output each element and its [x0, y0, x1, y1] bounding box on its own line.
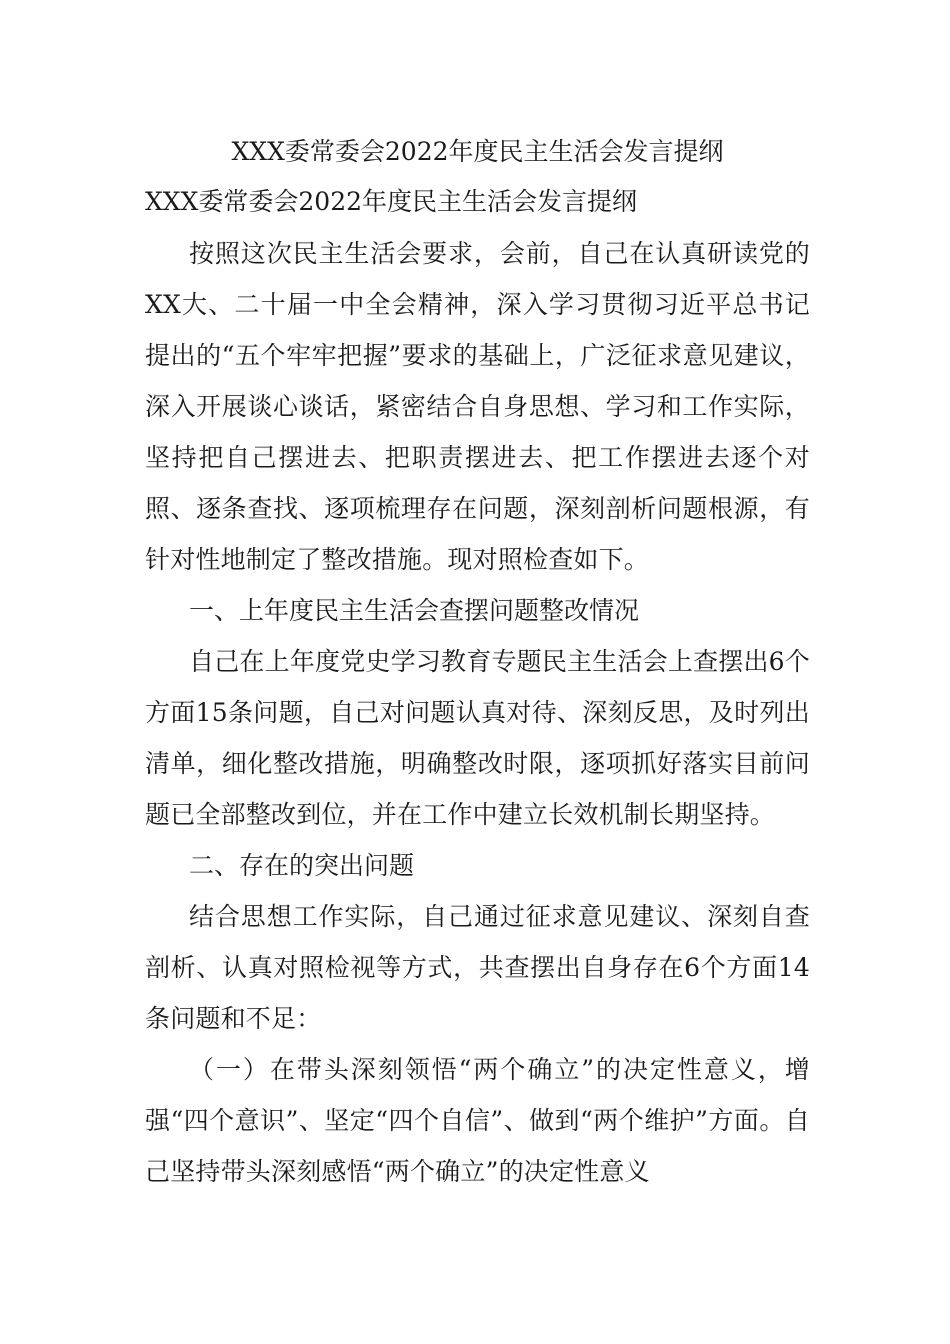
subsection-1-paragraph: （一）在带头深刻领悟“两个确立”的决定性意义，增强“四个意识”、坚定“四个自信”、做到“两个维护”方面。自己坚持带头深刻感悟“两个确立”的决定性意义 [145, 1055, 810, 1186]
intro-paragraph: 按照这次民主生活会要求，会前，自己在认真研读党的XX大、二十届一中全会精神，深入学习贯彻习近平总书记提出的“五个牢牢把握”要求的基础上，广泛征求意见建议，深入开展谈心谈话，紧密结合自身思想、学习和工作实际，坚持把自己摆进去、把职责摆进去、把工作摆进去逐个对照、逐条查找、逐项梳理存在问题，深刻剖析问题根源，有针对性地制定了整改措施。现对照检查如下。 [145, 239, 810, 574]
section-2-paragraph: 结合思想工作实际，自己通过征求意见建议、深刻自查剖析、认真对照检视等方式，共查摆出自身存在6个方面14条问题和不足： [145, 902, 810, 1033]
section-heading-2: 二、存在的突出问题 [189, 851, 415, 880]
section-heading-1: 一、上年度民主生活会查摆问题整改情况 [189, 596, 640, 625]
document-body [145, 128, 810, 1197]
document-subtitle: XXX委常委会2022年度民主生活会发言提纲 [145, 187, 638, 216]
document-title: XXX委常委会2022年度民主生活会发言提纲 [231, 137, 724, 166]
section-1-paragraph: 自己在上年度党史学习教育专题民主生活会上查摆出6个方面15条问题，自己对问题认真对待、深刻反思，及时列出清单，细化整改措施，明确整改时限，逐项抓好落实目前问题已全部整改到位，并在工作中建立长效机制长期坚持。 [145, 647, 810, 829]
